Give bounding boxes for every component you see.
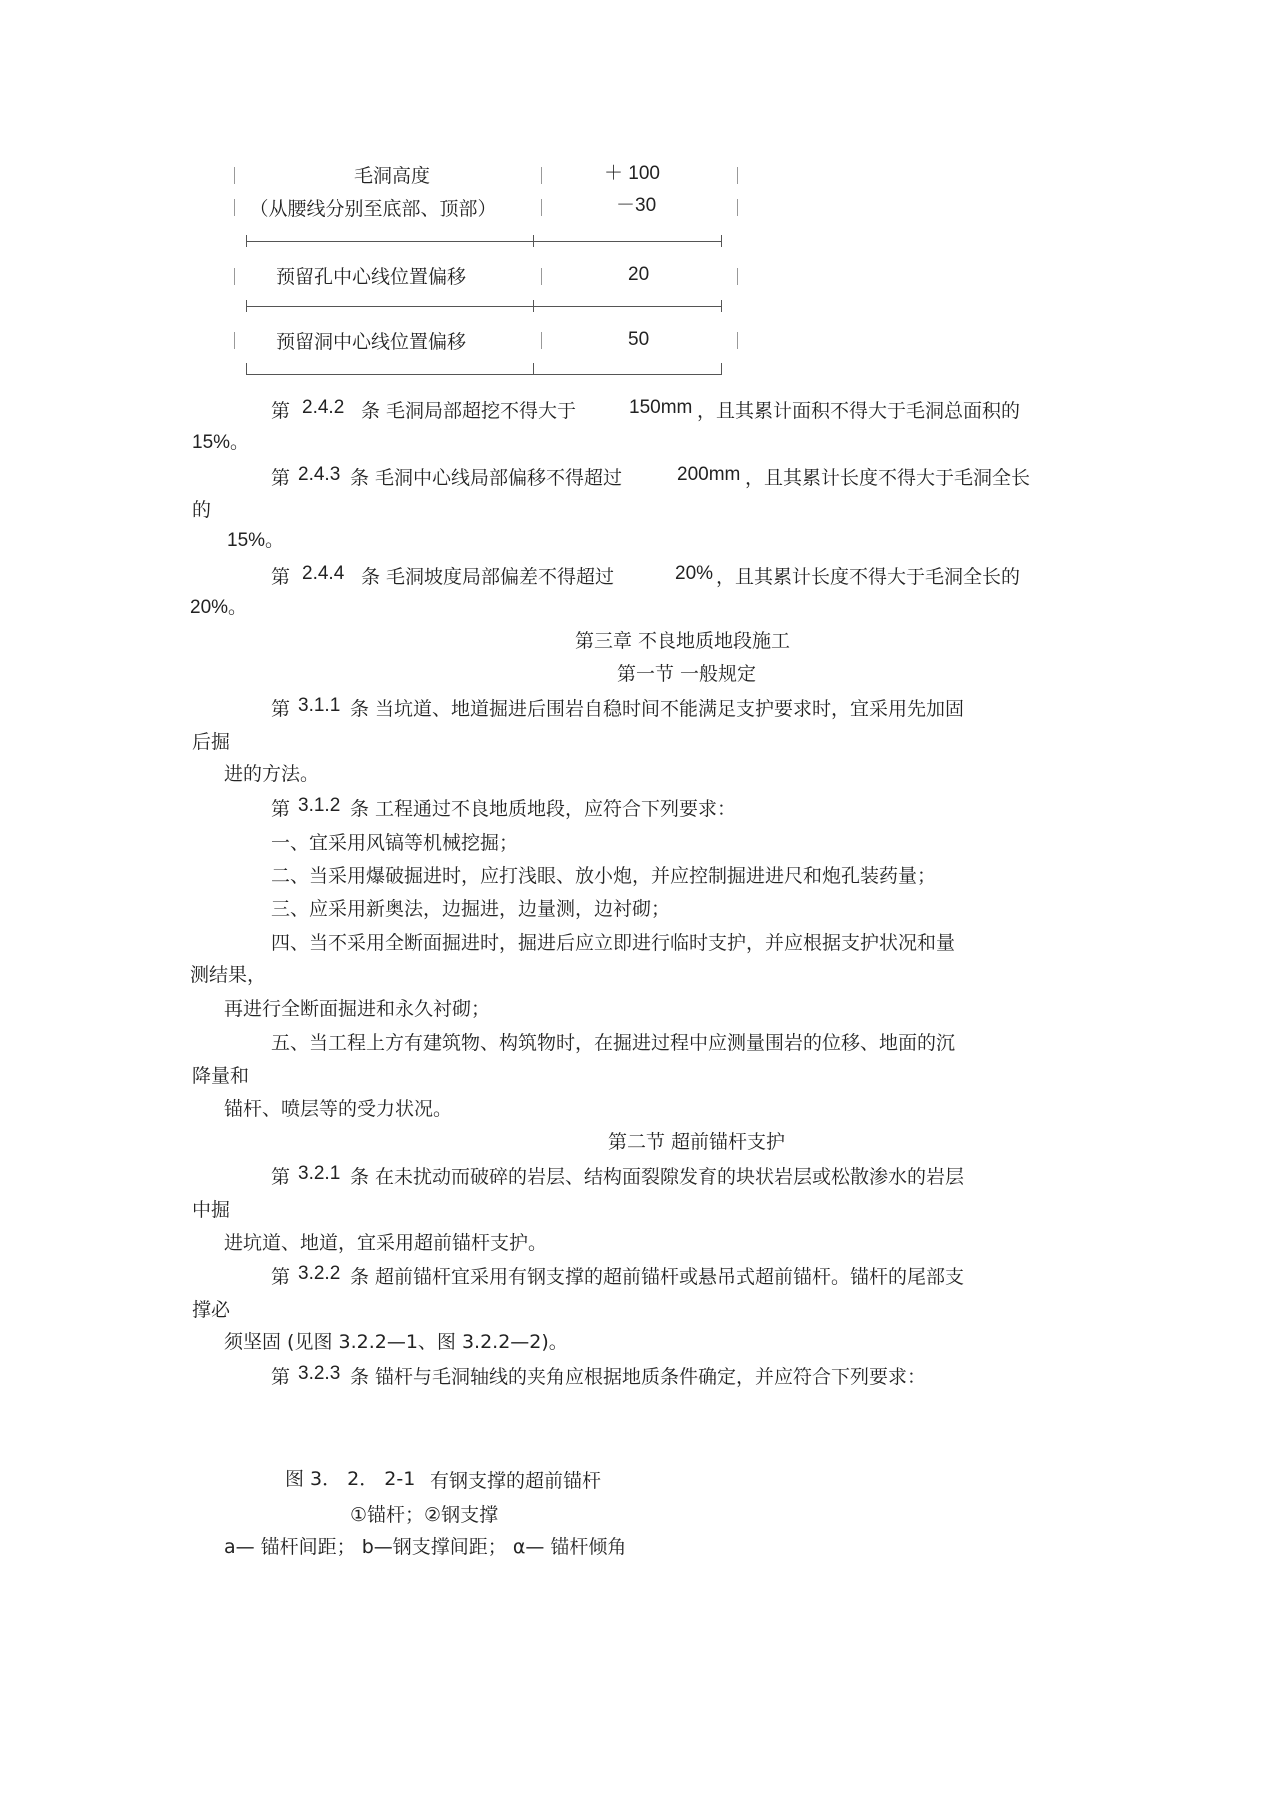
clause-text: 条 超前锚杆宜采用有钢支撑的超前锚杆或悬吊式超前锚杆。锚杆的尾部支 bbox=[350, 1266, 965, 1288]
clause-text: 条 毛洞局部超挖不得大于 bbox=[361, 400, 577, 422]
table-divider-tick bbox=[721, 300, 722, 312]
clause-text: 条 工程通过不良地质地段，应符合下列要求： bbox=[350, 798, 737, 820]
clause-text: 条 毛洞坡度局部偏差不得超过 bbox=[361, 566, 615, 588]
clause-text: 条 毛洞中心线局部偏移不得超过 bbox=[350, 467, 623, 489]
table-cell-value: 50 bbox=[628, 329, 650, 350]
figure-number: 图 3． 2． 2-1 bbox=[285, 1468, 416, 1490]
clause-text-tail: ，且其累计长度不得大于毛洞全长的 bbox=[716, 566, 1021, 588]
table-cell-item: 预留洞中心线位置偏移 bbox=[276, 331, 467, 353]
clause-continuation: 进的方法。 bbox=[224, 763, 320, 785]
clause-number: 3.1.1 bbox=[298, 695, 341, 716]
clause-lead: 第 bbox=[271, 1366, 291, 1388]
clause-value: 150mm bbox=[629, 397, 693, 418]
clause-number: 3.2.2 bbox=[298, 1263, 341, 1284]
table-divider bbox=[246, 241, 722, 242]
table-border bbox=[737, 199, 738, 216]
chapter-title: 第三章 不良地质地段施工 bbox=[575, 630, 791, 652]
list-item: 一、宜采用风镐等机械挖掘； bbox=[271, 832, 519, 854]
section-title: 第二节 超前锚杆支护 bbox=[608, 1131, 786, 1153]
table-border bbox=[234, 199, 235, 216]
table-cell-value: ＋ 100 bbox=[604, 163, 660, 184]
clause-value: 200mm bbox=[677, 464, 741, 485]
clause-value: 20% bbox=[675, 563, 714, 584]
table-cell-item: 预留孔中心线位置偏移 bbox=[276, 266, 467, 288]
clause-continuation: 进坑道、地道，宜采用超前锚杆支护。 bbox=[224, 1232, 548, 1254]
table-divider-tick bbox=[721, 363, 722, 375]
clause-lead: 第 bbox=[271, 400, 291, 422]
table-border bbox=[541, 199, 542, 216]
clause-text: 条 在未扰动而破碎的岩层、结构面裂隙发育的块状岩层或松散渗水的岩层 bbox=[350, 1166, 965, 1188]
figure-legend: ①锚杆；②钢支撑 bbox=[350, 1504, 499, 1526]
clause-lead: 第 bbox=[271, 1166, 291, 1188]
clause-continuation: 15%。 bbox=[192, 432, 250, 453]
table-border bbox=[234, 268, 235, 285]
list-item: 三、应采用新奥法，边掘进，边量测，边衬砌； bbox=[271, 898, 671, 920]
figure-legend: a— 锚杆间距； b—钢支撑间距； α— 锚杆倾角 bbox=[224, 1536, 627, 1558]
clause-text: 条 锚杆与毛洞轴线的夹角应根据地质条件确定，并应符合下列要求： bbox=[350, 1366, 927, 1388]
table-border bbox=[541, 268, 542, 285]
clause-lead: 第 bbox=[271, 698, 291, 720]
clause-number: 2.4.3 bbox=[298, 464, 341, 485]
clause-continuation: 撑必 bbox=[192, 1299, 231, 1321]
list-item: 四、当不采用全断面掘进时，掘进后应立即进行临时支护，并应根据支护状况和量 bbox=[271, 932, 956, 954]
section-title: 第一节 一般规定 bbox=[617, 663, 757, 685]
clause-text-tail: ，且其累计长度不得大于毛洞全长 bbox=[745, 467, 1031, 489]
table-border bbox=[541, 167, 542, 184]
table-border bbox=[234, 167, 235, 184]
list-item: 五、当工程上方有建筑物、构筑物时，在掘进过程中应测量围岩的位移、地面的沉 bbox=[271, 1032, 956, 1054]
table-border bbox=[737, 167, 738, 184]
table-divider-tick bbox=[533, 235, 534, 247]
table-divider-tick bbox=[246, 300, 247, 312]
clause-text-tail: ，且其累计面积不得大于毛洞总面积的 bbox=[697, 400, 1021, 422]
clause-number: 3.1.2 bbox=[298, 795, 341, 816]
clause-continuation: 中掘 bbox=[192, 1199, 231, 1221]
table-divider-tick bbox=[246, 363, 247, 375]
clause-continuation: 须坚固 (见图 3.2.2—1、图 3.2.2—2)。 bbox=[224, 1331, 568, 1353]
clause-text: 条 当坑道、地道掘进后围岩自稳时间不能满足支护要求时，宜采用先加固 bbox=[350, 698, 965, 720]
table-divider-tick bbox=[533, 300, 534, 312]
table-border bbox=[737, 332, 738, 349]
clause-continuation: 后掘 bbox=[192, 731, 231, 753]
clause-lead: 第 bbox=[271, 566, 291, 588]
table-border bbox=[541, 332, 542, 349]
table-cell-item-note: （从腰线分别至底部、顶部） bbox=[249, 198, 497, 220]
table-border bbox=[737, 268, 738, 285]
table-cell-value: 20 bbox=[628, 264, 650, 285]
clause-number: 3.2.1 bbox=[298, 1163, 341, 1184]
table-divider-tick bbox=[721, 235, 722, 247]
clause-continuation: 20%。 bbox=[190, 597, 248, 618]
list-item-continuation: 降量和 bbox=[192, 1065, 250, 1087]
clause-lead: 第 bbox=[271, 798, 291, 820]
clause-lead: 第 bbox=[271, 467, 291, 489]
table-bottom-border bbox=[246, 374, 722, 375]
table-divider-tick bbox=[246, 235, 247, 247]
list-item-continuation: 测结果， bbox=[190, 964, 267, 986]
clause-number: 3.2.3 bbox=[298, 1363, 341, 1384]
list-item: 二、当采用爆破掘进时，应打浅眼、放小炮，并应控制掘进进尺和炮孔装药量； bbox=[271, 865, 937, 887]
clause-continuation: 的 bbox=[192, 499, 212, 521]
list-item-continuation: 再进行全断面掘进和永久衬砌； bbox=[224, 998, 491, 1020]
table-cell-item: 毛洞高度 bbox=[353, 165, 431, 187]
table-divider bbox=[246, 306, 722, 307]
clause-lead: 第 bbox=[271, 1266, 291, 1288]
table-cell-value: －30 bbox=[616, 195, 657, 216]
clause-number: 2.4.2 bbox=[302, 397, 345, 418]
list-item-continuation: 锚杆、喷层等的受力状况。 bbox=[224, 1098, 453, 1120]
table-border bbox=[234, 332, 235, 349]
clause-continuation: 15%。 bbox=[227, 530, 285, 551]
figure-title: 有钢支撑的超前锚杆 bbox=[430, 1470, 602, 1492]
clause-number: 2.4.4 bbox=[302, 563, 345, 584]
table-divider-tick bbox=[533, 363, 534, 375]
